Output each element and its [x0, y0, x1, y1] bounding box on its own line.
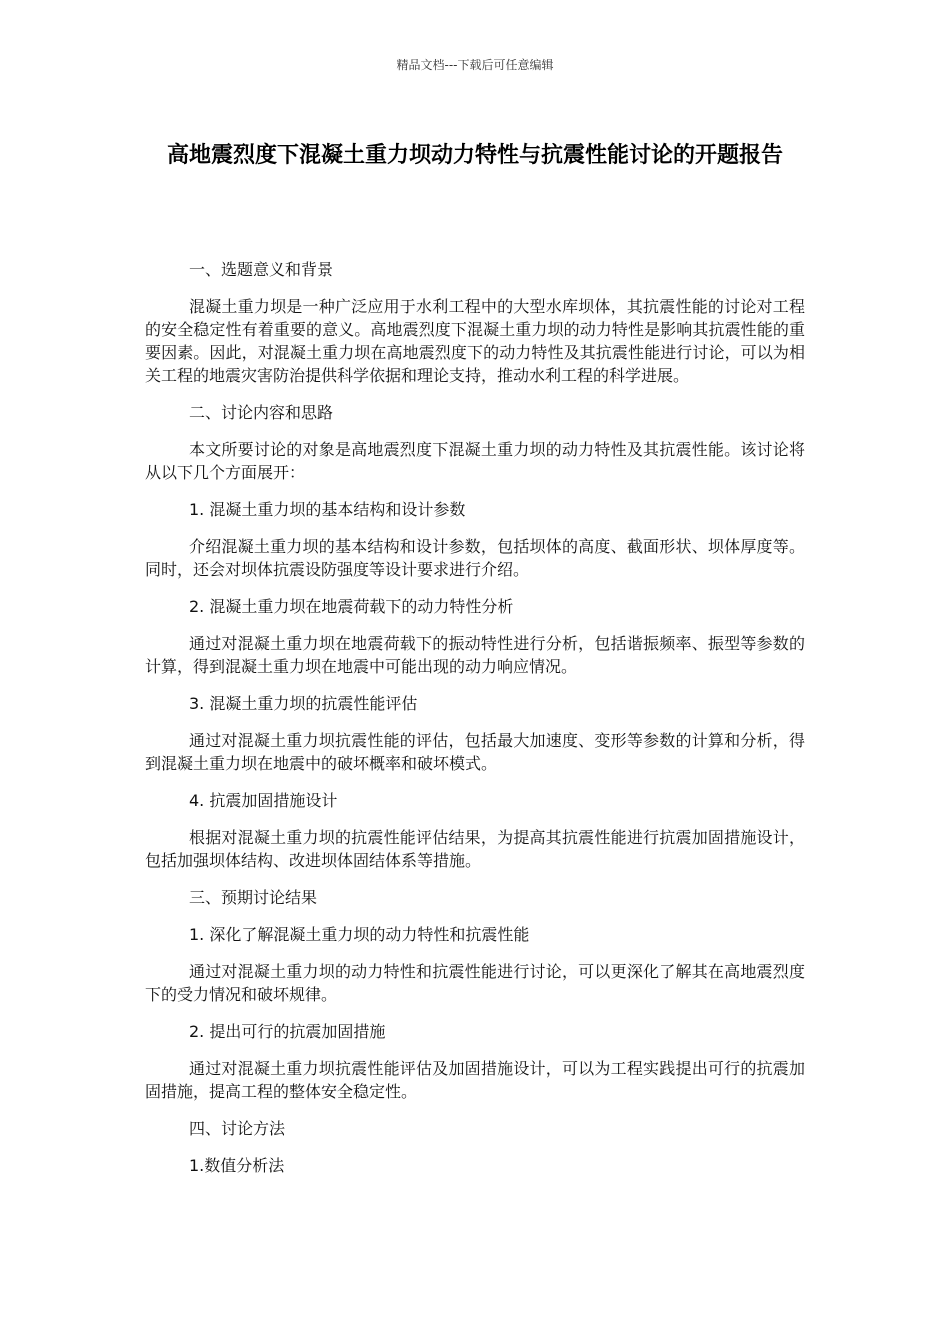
paragraph: 根据对混凝土重力坝的抗震性能评估结果，为提高其抗震性能进行抗震加固措施设计，包括加强坝体结构、改进坝体固结体系等措施。 [145, 828, 805, 870]
item-title: 4. 抗震加固措施设计 [189, 791, 338, 810]
paragraph: 混凝土重力坝是一种广泛应用于水利工程中的大型水库坝体，其抗震性能的讨论对工程的安全稳定性有着重要的意义。高地震烈度下混凝土重力坝的动力特性是影响其抗震性能的重要因素。因此，对混凝土重力坝在高地震烈度下的动力特性及其抗震性能进行讨论，可以为相关工程的地震灾害防治提供科学依据和理论支持，推动水利工程的科学进展。 [145, 297, 805, 385]
item-title: 1. 混凝土重力坝的基本结构和设计参数 [189, 500, 466, 519]
paragraph: 介绍混凝土重力坝的基本结构和设计参数，包括坝体的高度、截面形状、坝体厚度等。同时，还会对坝体抗震设防强度等设计要求进行介绍。 [145, 537, 805, 579]
paragraph: 通过对混凝土重力坝抗震性能评估及加固措施设计，可以为工程实践提出可行的抗震加固措施，提高工程的整体安全稳定性。 [145, 1059, 805, 1101]
section-heading-2: 二、讨论内容和思路 [189, 403, 334, 422]
item-title: 1.数值分析法 [189, 1156, 285, 1175]
document-body [145, 258, 805, 1191]
paragraph: 本文所要讨论的对象是高地震烈度下混凝土重力坝的动力特性及其抗震性能。该讨论将从以下几个方面展开： [145, 440, 805, 482]
item-title: 1. 深化了解混凝土重力坝的动力特性和抗震性能 [189, 925, 530, 944]
section-heading-1: 一、选题意义和背景 [189, 260, 334, 279]
section-heading-3: 三、预期讨论结果 [189, 888, 318, 907]
item-title: 2. 提出可行的抗震加固措施 [189, 1022, 386, 1041]
paragraph: 通过对混凝土重力坝在地震荷载下的振动特性进行分析，包括谐振频率、振型等参数的计算，得到混凝土重力坝在地震中可能出现的动力响应情况。 [145, 634, 805, 676]
page-header: 精品文档---下载后可任意编辑 [396, 58, 554, 72]
item-title: 2. 混凝土重力坝在地震荷载下的动力特性分析 [189, 597, 514, 616]
paragraph: 通过对混凝土重力坝抗震性能的评估，包括最大加速度、变形等参数的计算和分析，得到混凝土重力坝在地震中的破坏概率和破坏模式。 [145, 731, 805, 773]
document-title: 高地震烈度下混凝土重力坝动力特性与抗震性能讨论的开题报告 [166, 143, 783, 168]
item-title: 3. 混凝土重力坝的抗震性能评估 [189, 694, 418, 713]
paragraph: 通过对混凝土重力坝的动力特性和抗震性能进行讨论，可以更深化了解其在高地震烈度下的受力情况和破坏规律。 [145, 962, 805, 1004]
section-heading-4: 四、讨论方法 [189, 1119, 286, 1138]
